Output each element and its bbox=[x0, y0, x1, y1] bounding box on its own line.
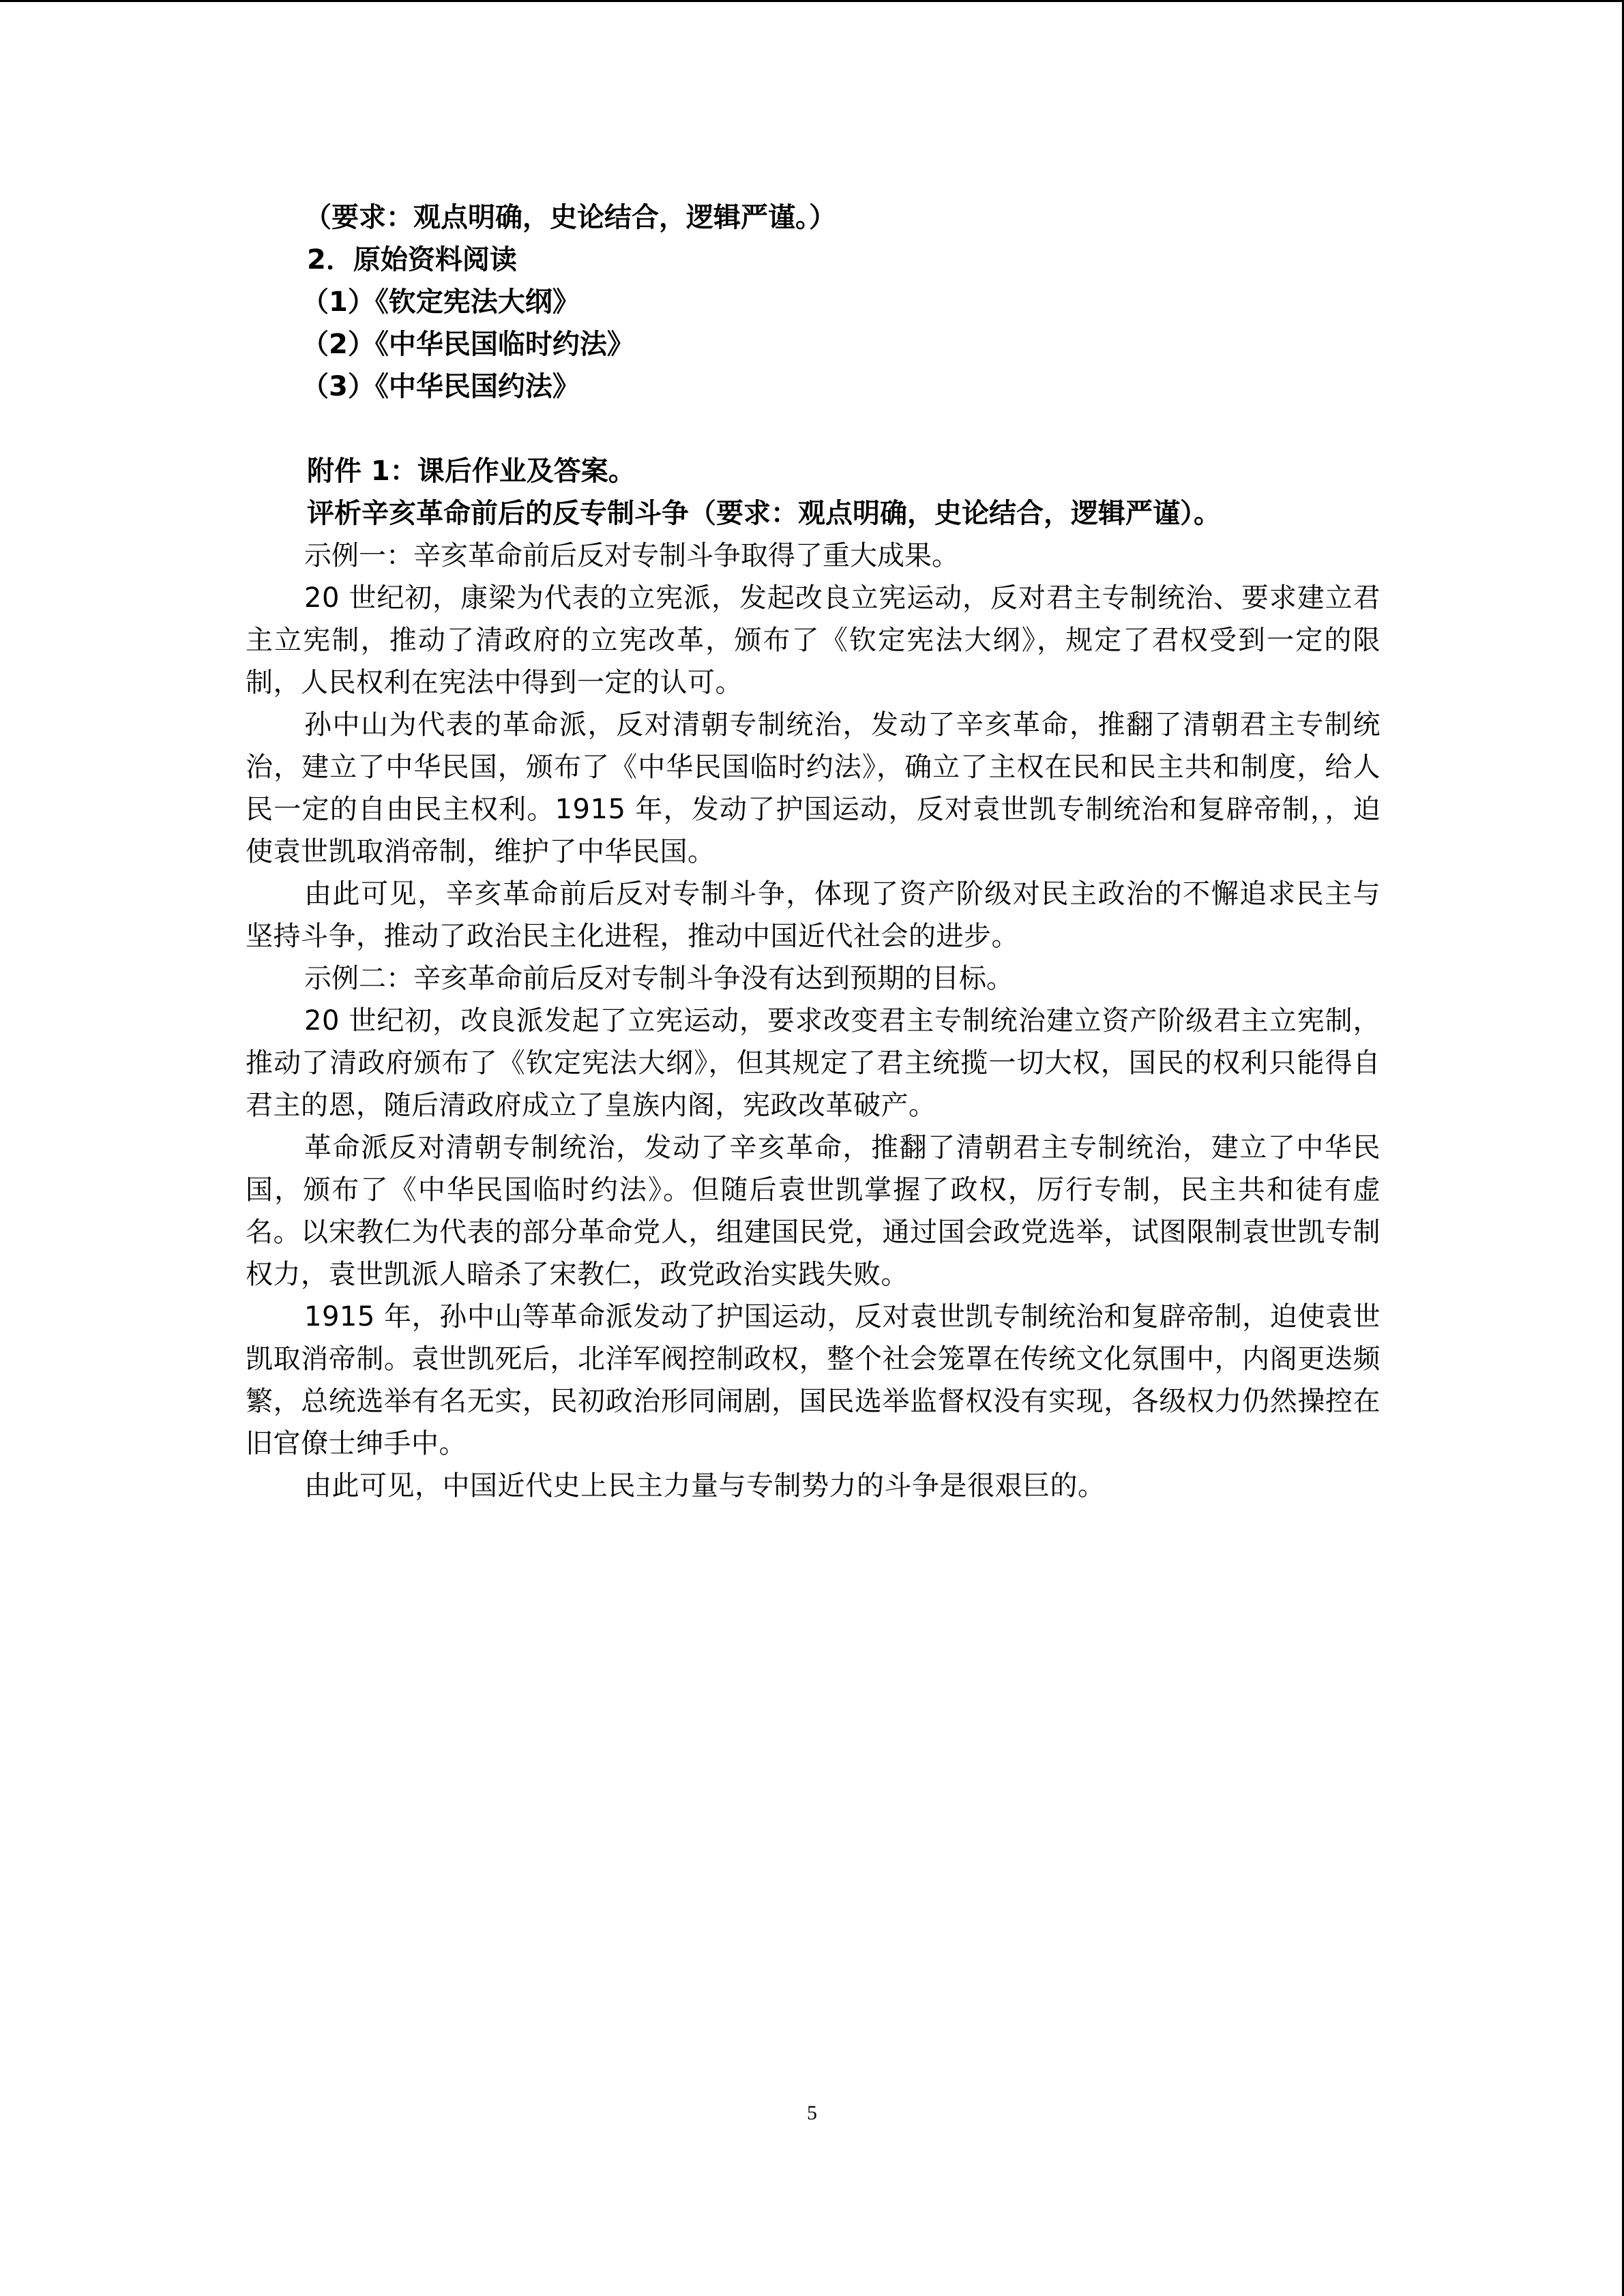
example1-paragraph: 20 世纪初，康梁为代表的立宪派，发起改良立宪运动，反对君主专制统治、要求建立君主立宪制，推动了清政府的立宪改革，颁布了《钦定宪法大纲》，规定了君权受到一定的限制，人民权利在宪法中得到一定的认可。 bbox=[246, 582, 1381, 698]
page-border-top bbox=[0, 0, 1624, 2]
example2-paragraph: 革命派反对清朝专制统治，发动了辛亥革命，推翻了清朝君主专制统治，建立了中华民国，颁布了《中华民国临时约法》。但随后袁世凯掌握了政权，厉行专制，民主共和徒有虚名。以宋教仁为代表的部分革命党人，组建国民党，通过国会政党选举，试图限制袁世凯专制权力，袁世凯派人暗杀了宋教仁，政党政治实践失败。 bbox=[246, 1132, 1381, 1290]
appendix-title: 附件 1：课后作业及答案。 bbox=[307, 456, 636, 487]
example2-paragraph: 由此可见，中国近代史上民主力量与专制势力的斗争是很艰巨的。 bbox=[304, 1470, 1106, 1502]
spacer bbox=[246, 408, 1381, 450]
document-body bbox=[246, 196, 1381, 1507]
requirement-note: （要求：观点明确，史论结合，逻辑严谨。） bbox=[304, 202, 836, 233]
appendix-task: 评析辛亥革命前后的反专制斗争（要求：观点明确，史论结合，逻辑严谨）。 bbox=[307, 498, 1221, 529]
example1-paragraph: 孙中山为代表的革命派，反对清朝专制统治，发动了辛亥革命，推翻了清朝君主专制统治，建立了中华民国，颁布了《中华民国临时约法》，确立了主权在民和民主共和制度，给人民一定的自由民主权利。1915 年，发动了护国运动，反对袁世凯专制统治和复辟帝制，，迫使袁世凯取消帝制，维护了中华民国。 bbox=[246, 709, 1381, 867]
page-number: 5 bbox=[807, 2102, 817, 2124]
example1-lead: 示例一：辛亥革命前后反对专制斗争取得了重大成果。 bbox=[304, 540, 959, 571]
example1-paragraph: 由此可见，辛亥革命前后反对专制斗争，体现了资产阶级对民主政治的不懈追求民主与坚持斗争，推动了政治民主化进程，推动中国近代社会的进步。 bbox=[246, 878, 1381, 952]
example2-lead: 示例二：辛亥革命前后反对专制斗争没有达到预期的目标。 bbox=[304, 963, 1014, 994]
reading-item: （1）《钦定宪法大纲》 bbox=[301, 286, 580, 318]
reading-item: （2）《中华民国临时约法》 bbox=[301, 329, 634, 360]
example2-paragraph: 1915 年，孙中山等革命派发动了护国运动，反对袁世凯专制统治和复辟帝制，迫使袁世凯取消帝制。袁世凯死后，北洋军阀控制政权，整个社会笼罩在传统文化氛围中，内阁更迭频繁，总统选举有名无实，民初政治形同闹剧，国民选举监督权没有实现，各级权力仍然操控在旧官僚士绅手中。 bbox=[246, 1301, 1381, 1459]
example2-paragraph: 20 世纪初，改良派发起了立宪运动，要求改变君主专制统治建立资产阶级君主立宪制，推动了清政府颁布了《钦定宪法大纲》，但其规定了君主统揽一切大权，国民的权利只能得自君主的恩，随后清政府成立了皇族内阁，宪政改革破产。 bbox=[246, 1005, 1381, 1121]
reading-item: （3）《中华民国约法》 bbox=[301, 371, 580, 402]
section-title: 2．原始资料阅读 bbox=[307, 244, 517, 275]
